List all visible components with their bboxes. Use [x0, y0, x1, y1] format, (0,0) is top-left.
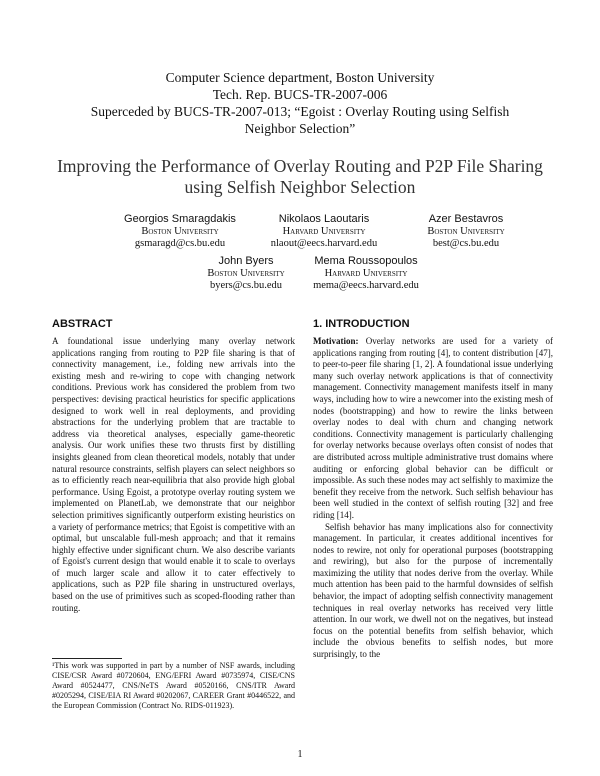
author-affiliation: Boston University — [427, 225, 505, 237]
author-email: gsmaragd@cs.bu.edu — [134, 238, 226, 249]
author-name: Georgios Smaragdakis — [124, 213, 236, 225]
page-number: 1 — [297, 749, 303, 760]
author-affiliation: Harvard University — [282, 225, 366, 237]
introduction-body — [313, 336, 553, 661]
report-line-superceded-cont: Neighbor Selection” — [244, 121, 356, 136]
author-name: Nikolaos Laoutaris — [278, 213, 370, 225]
author-name: John Byers — [218, 255, 274, 267]
abstract-heading: ABSTRACT — [52, 318, 113, 330]
author-email: nlaout@eecs.harvard.edu — [270, 238, 378, 249]
author-block — [376, 213, 556, 251]
author-name: Azer Bestavros — [428, 213, 504, 225]
report-line-superceded: Superceded by BUCS-TR-2007-013; “Egoist : Overlay Routing using Selfish — [90, 104, 510, 119]
intro-paragraph-1-text: Overlay networks are used for a variety of applications ranging from routing [4], to content distribution [47], to peer-to-peer file sharing [1, 2]. A foundational issue underlying many such overlay network applications is that of connectivity management. Connectivity management manifests itself in many ways, including how to wire a newcomer into the existing mesh of nodes (bootstrapping) and how to rewire the links between overlay nodes to deal with churn and changing network conditions. Connectivity management is particularly challenging for overlay networks because overlays often consist of nodes that are distributed across multiple administrative trust domains where auditing or enforcing global behavior can be difficult or impossible. As such these nodes may act selfishly to maximize the benefit they receive from the network. Such selfish behaviour has been well studied in the context of selfish routing [32] and free riding [14]. — [313, 336, 553, 520]
paper-title-line2: using Selfish Neighbor Selection — [184, 177, 416, 197]
footnote: ¹This work was supported in part by a number of NSF awards, including CISE/CSR Award #0720604, ENG/EFRI Award #0735974, CISE/CNS Award #0524477, CNS/NeTS Award #0520166, CNS/ITR Award #0205294, CISE/EIA RI Award #0202067, CAREER Grant #0446522, and the European Commission (Contract No. RIDS-011923). — [52, 661, 295, 710]
abstract-body — [52, 336, 295, 614]
author-email: mema@eecs.harvard.edu — [313, 280, 419, 291]
intro-paragraph-1 — [313, 336, 553, 522]
abstract-text: A foundational issue underlying many overlay network applications ranging from routing to P2P file sharing is that of connectivity management, i.e., folding new arrivals into the existing mesh and re-wiring to cope with changing network conditions. Previous work has considered the problem from two perspectives: devising practical heuristics for specific applications designed to work well in real deployments, and providing abstractions for the underlying problem that are tractable to address via theoretical analyses, especially game-theoretic analysis. Our work unifies these two thrusts first by distilling insights gleaned from clean theoretical models, notably that under natural resource constraints, selfish players can select neighbors so as to efficiently reach near-equilibria that also provide high global performance. Using Egoist, a prototype overlay routing system we implemented on PlanetLab, we demonstrate that our neighbor selection primitives significantly outperform existing heuristics on a variety of performance metrics; that Egoist is competitive with an optimal, but unscalable full-mesh approach; and that it remains highly effective under significant churn. We also describe variants of Egoist's current design that would enable it to scale to overlays of much larger scale and allow it to cater effectively to applications, such as P2P file sharing in unstructured overlays, based on the use of primitives such as scoped-flooding rather than routing. — [52, 336, 295, 613]
author-affiliation: Harvard University — [324, 267, 408, 279]
introduction-heading: 1. INTRODUCTION — [313, 318, 410, 330]
report-line-department: Computer Science department, Boston University — [165, 70, 435, 85]
author-email: best@cs.bu.edu — [432, 238, 500, 249]
author-block — [276, 255, 456, 293]
paper-title-line1: Improving the Performance of Overlay Routing and P2P File Sharing — [57, 156, 543, 176]
author-affiliation: Boston University — [207, 267, 285, 279]
report-line-tech-rep: Tech. Rep. BUCS-TR-2007-006 — [212, 87, 388, 102]
author-email: byers@cs.bu.edu — [209, 280, 283, 291]
author-affiliation: Boston University — [141, 225, 219, 237]
intro-paragraph-2: Selfish behavior has many implications also for connectivity management. In particular, it creates additional incentives for nodes to rewire, not only for operational purposes (bootstrapping and rewiring), but also for the purpose of incrementally maximizing the utility that nodes derive from the overlay. While much attention has been paid to the harmful downsides of selfish behavior, the impact of adopting selfish connectivity management techniques in real overlay networks has received very little attention. In our work, we dwell not on the negatives, but instead focus on the potential benefits from selfish behavior, which include the obvious benefits to selfish nodes, but more surprisingly, to the — [313, 521, 553, 660]
motivation-label: Motivation: — [313, 336, 359, 346]
footnote-divider — [52, 658, 122, 659]
author-name: Mema Roussopoulos — [314, 255, 418, 267]
